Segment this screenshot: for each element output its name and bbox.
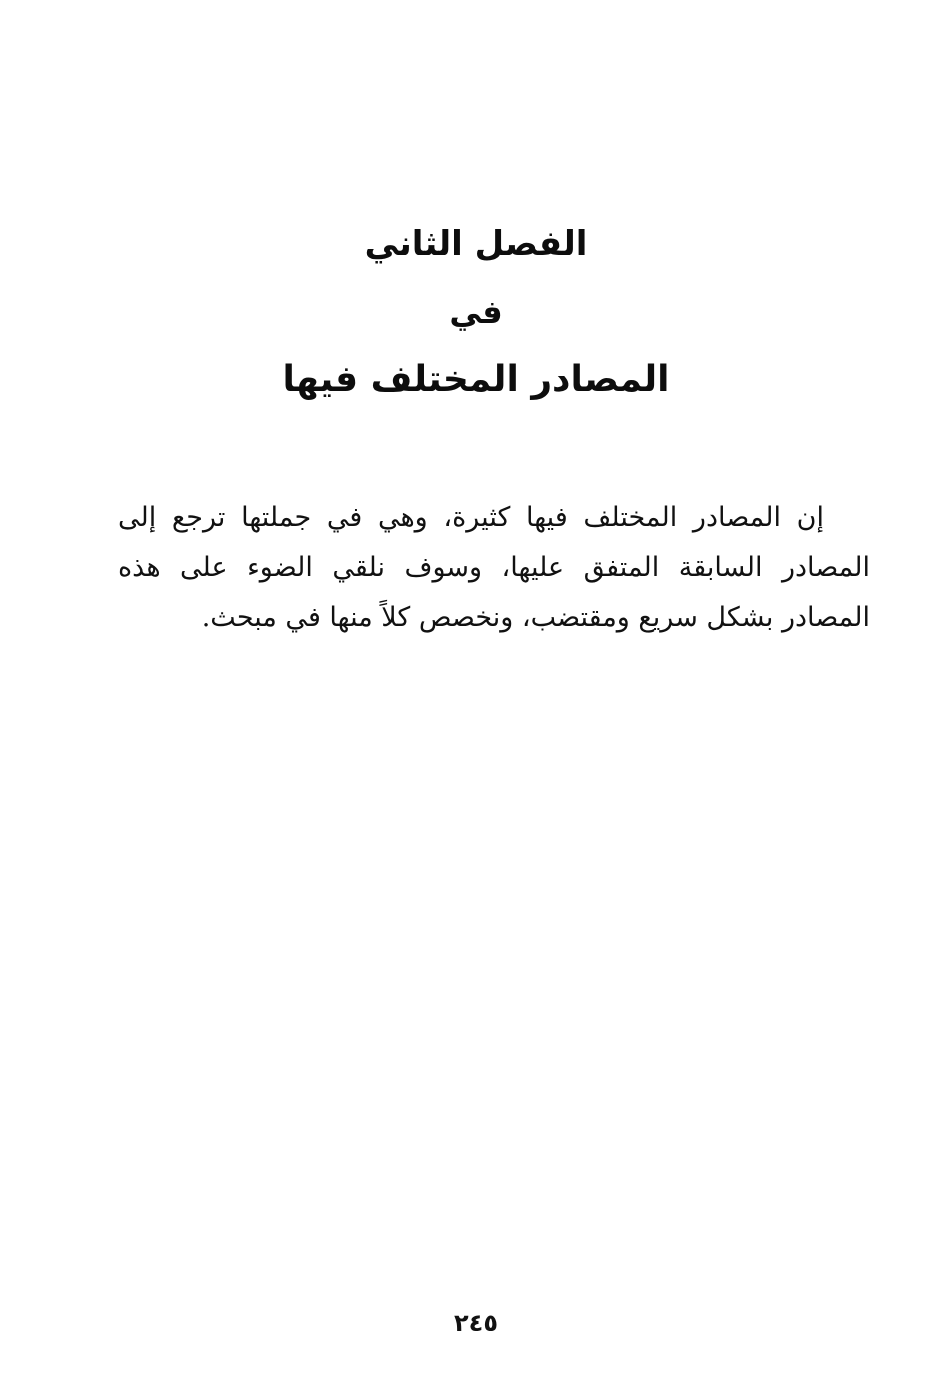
body-paragraph: إن المصادر المختلف فيها كثيرة، وهي في جملتها ترجع إلى المصادر السابقة المتفق عليها، وسوف نلقي الضوء على هذه المصادر بشكل سريع ومقتضب، ونخصص كلاً منها في مبحث. bbox=[118, 502, 870, 633]
chapter-heading bbox=[0, 218, 952, 408]
chapter-title: الفصل الثاني bbox=[364, 224, 588, 264]
chapter-title-connector: في bbox=[449, 293, 503, 331]
chapter-subtitle: المصادر المختلف فيها bbox=[282, 359, 670, 400]
page-number: ٢٤٥ bbox=[454, 1309, 498, 1337]
